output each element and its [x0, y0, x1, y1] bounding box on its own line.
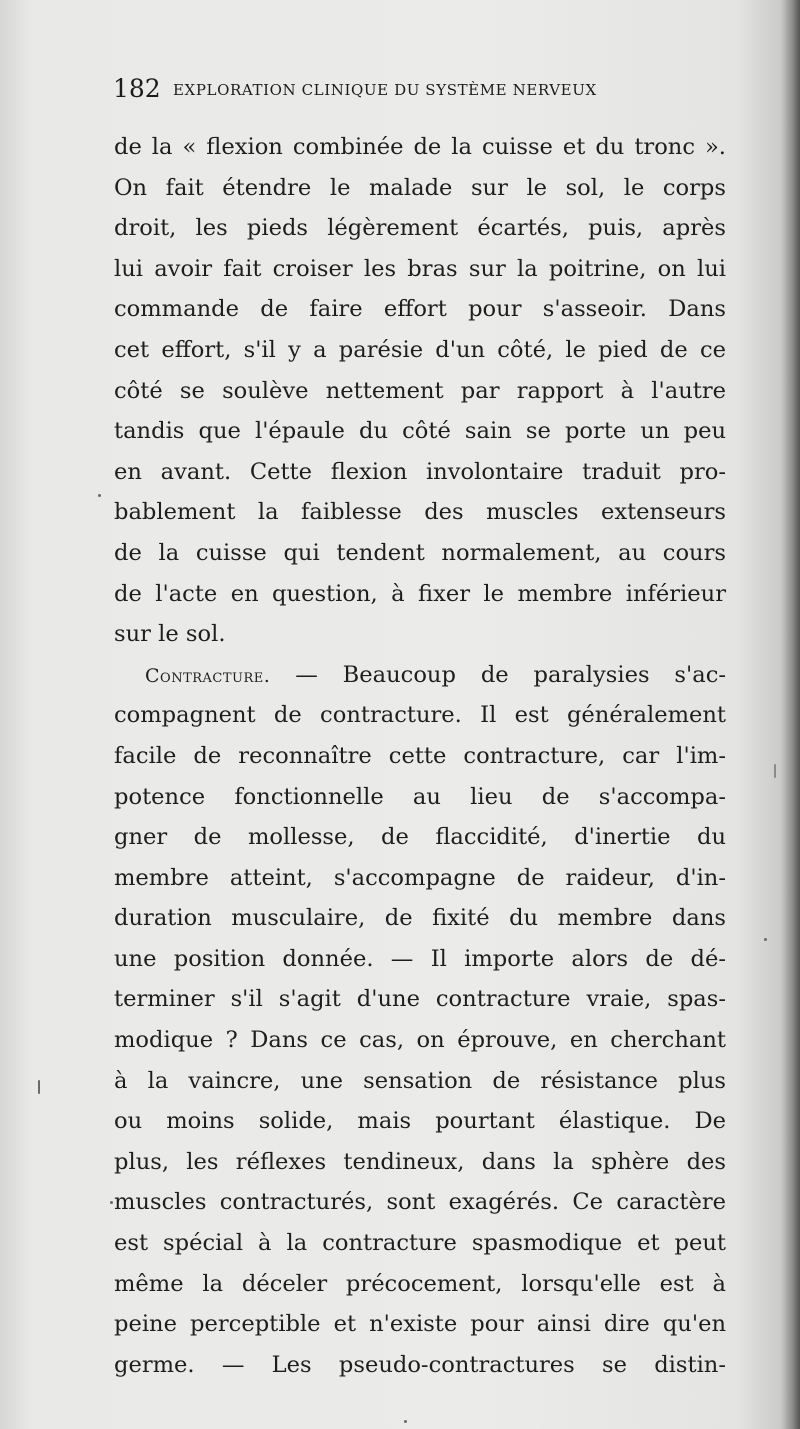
page-edge-shadow	[780, 0, 800, 1429]
text-line: potence fonctionnelle au lieu de s'accompa-	[114, 783, 726, 810]
text-line: compagnent de contracture. Il est généralement	[114, 702, 726, 729]
text-line: est spécial à la contracture spasmodique et peut	[114, 1230, 726, 1257]
text-line: ou moins solide, mais pourtant élastique. De	[114, 1108, 726, 1135]
scan-speck	[110, 1201, 113, 1204]
text-line: plus, les réflexes tendineux, dans la sphère des	[114, 1148, 726, 1175]
text-line: de l'acte en question, à fixer le membre inférieur	[114, 580, 726, 607]
text-line: de la cuisse qui tendent normalement, au cours	[114, 539, 726, 566]
text-line: terminer s'il s'agit d'une contracture vraie, spas-	[114, 986, 726, 1013]
page-number: 182	[113, 74, 161, 103]
text-line: de la « flexion combinée de la cuisse et du tronc ».	[114, 134, 726, 160]
text-line: muscles contracturés, sont exagérés. Ce caractère	[114, 1189, 726, 1216]
text-line: tandis que l'épaule du côté sain se porte un peu	[114, 418, 726, 445]
text-line: droit, les pieds légèrement écartés, puis, après	[114, 215, 726, 242]
text-line: duration musculaire, de fixité du membre dans	[114, 905, 726, 932]
text-line: côté se soulève nettement par rapport à l'autre	[114, 377, 726, 404]
page-header	[113, 74, 693, 104]
text-line: sur le sol.	[114, 621, 226, 648]
scan-speck	[98, 494, 101, 497]
scan-speck	[774, 764, 776, 778]
section-line	[114, 655, 726, 696]
text-line: germe. — Les pseudo-contractures se distin-	[114, 1351, 726, 1378]
text-line: en avant. Cette flexion involontaire traduit pro-	[114, 458, 726, 485]
scan-speck	[404, 1420, 407, 1423]
text-line: même la déceler précocement, lorsqu'elle est à	[114, 1270, 726, 1297]
text-line: gner de mollesse, de flaccidité, d'inertie du	[114, 824, 726, 851]
text-line: membre atteint, s'accompagne de raideur, d'in-	[114, 864, 726, 891]
section-heading: Contracture.	[145, 664, 271, 687]
text-line: commande de faire effort pour s'asseoir. Dans	[114, 296, 726, 323]
text-line: lui avoir fait croiser les bras sur la poitrine, on lui	[114, 255, 726, 282]
text-line: cet effort, s'il y a parésie d'un côté, le pied de ce	[114, 336, 726, 363]
text-line: une position donnée. — Il importe alors de dé-	[114, 945, 726, 972]
scan-speck	[764, 938, 767, 941]
text-line: facile de reconnaître cette contracture, car l'im-	[114, 742, 726, 769]
text-line: à la vaincre, une sensation de résistance plus	[114, 1067, 726, 1094]
text-line: On fait étendre le malade sur le sol, le corps	[114, 174, 726, 201]
text-line: modique ? Dans ce cas, on éprouve, en cherchant	[114, 1027, 726, 1054]
text-fragment: — Beaucoup de paralysies s'ac-	[295, 661, 726, 688]
body-text	[114, 127, 726, 1385]
running-title: EXPLORATION CLINIQUE DU SYSTÈME NERVEUX	[173, 81, 597, 99]
scan-speck	[38, 1080, 40, 1094]
text-line: peine perceptible et n'existe pour ainsi dire qu'en	[114, 1311, 726, 1338]
text-line: bablement la faiblesse des muscles extenseurs	[114, 499, 726, 526]
